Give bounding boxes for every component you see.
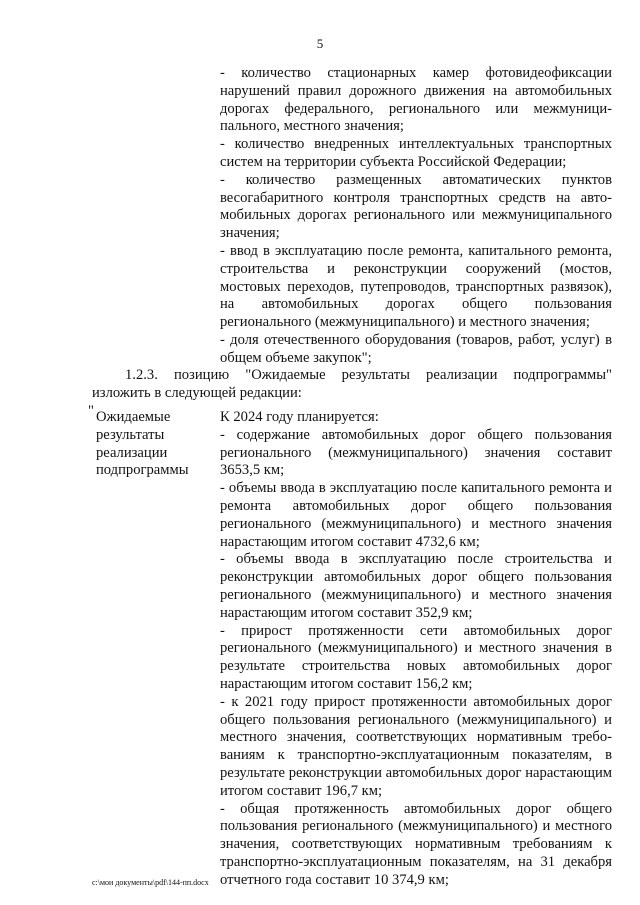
list-item: - ввод в эксплуатацию после ремонта, капитального ремонта, строительства и реконструкции сооружений (мостов, мостовых переходов, путепроводов, транспортных развязок), на автомобильных дорогах общего пользования регионального (межмуниципального) и местного значения; <box>220 242 612 331</box>
list-item: - объемы ввода в эксплуатацию после строительства и реконструкции автомобильных дорог общего пользования регионального (межмуниципального) и местного значения нарастающим итогом составит 352,9 км; <box>220 551 612 621</box>
quote-mark: " <box>88 403 94 419</box>
list-item: - содержание автомобильных дорог общего пользования регионального (межмуниципального) значения составит 3653,5 км; <box>220 426 612 479</box>
list-item: - прирост протяженности сети автомобильных дорог регионального (межмуниципального) и местного значения в результате строительства новых автомобильных дорог нарастающим итогом составит 156,2 км; <box>220 622 612 692</box>
list-item: - объемы ввода в эксплуатацию после капитального ремонта и ремонта автомобильных дорог общего пользования регионального (межмуниципального) и местного значения нарастающим итогом составит 4732,6 км; <box>220 480 612 550</box>
top-list <box>220 65 612 368</box>
list-item: - количество стационарных камер фотовидеофиксации нарушений правил дорожного движения на автомобильных дорогах федерального, регионального или межмуниципального, местного значения; <box>220 65 612 135</box>
list-item: - количество внедренных интеллектуальных транспортных систем на территории субъекта Российской Федерации; <box>220 136 612 170</box>
list-item: - количество размещенных автоматических пунктов весогабаритного контроля транспортных средств на автомобильных дорогах регионального или межмуниципального значения; <box>220 171 612 242</box>
list-item: - к 2021 году прирост протяженности автомобильных дорог общего пользования регионального (межмуниципального) и местного значения, соответствующих нормативным требованиям к транспортно-эксплуатационным показателям, в результате реконструкции автомобильных дорог нарастающим итогом составит 196,7 км; <box>220 693 612 799</box>
file-path-footer: c:\мои документы\pdf\144-пп.docx <box>92 878 209 887</box>
amendment-paragraph: 1.2.3. позицию "Ожидаемые результаты реализации подпрограммы" изложить в следующей редакции: <box>92 367 612 401</box>
list-item: - общая протяженность автомобильных дорог общего пользования регионального (межмуниципального) и местного значения, соответствующих нормативным требованиям к транспортно-эксплуатационным показателям, на 31 декабря отчетного года составит 10 374,9 км; <box>220 800 612 888</box>
list-item: К 2024 году планируется: <box>220 409 379 425</box>
row-label: Ожидаемые результаты реализации подпрограммы <box>96 409 189 479</box>
list-item: - доля отечественного оборудования (товаров, работ, услуг) в общем объеме закупок"; <box>220 331 612 366</box>
results-list <box>220 409 612 890</box>
page-number: 5 <box>316 36 324 51</box>
